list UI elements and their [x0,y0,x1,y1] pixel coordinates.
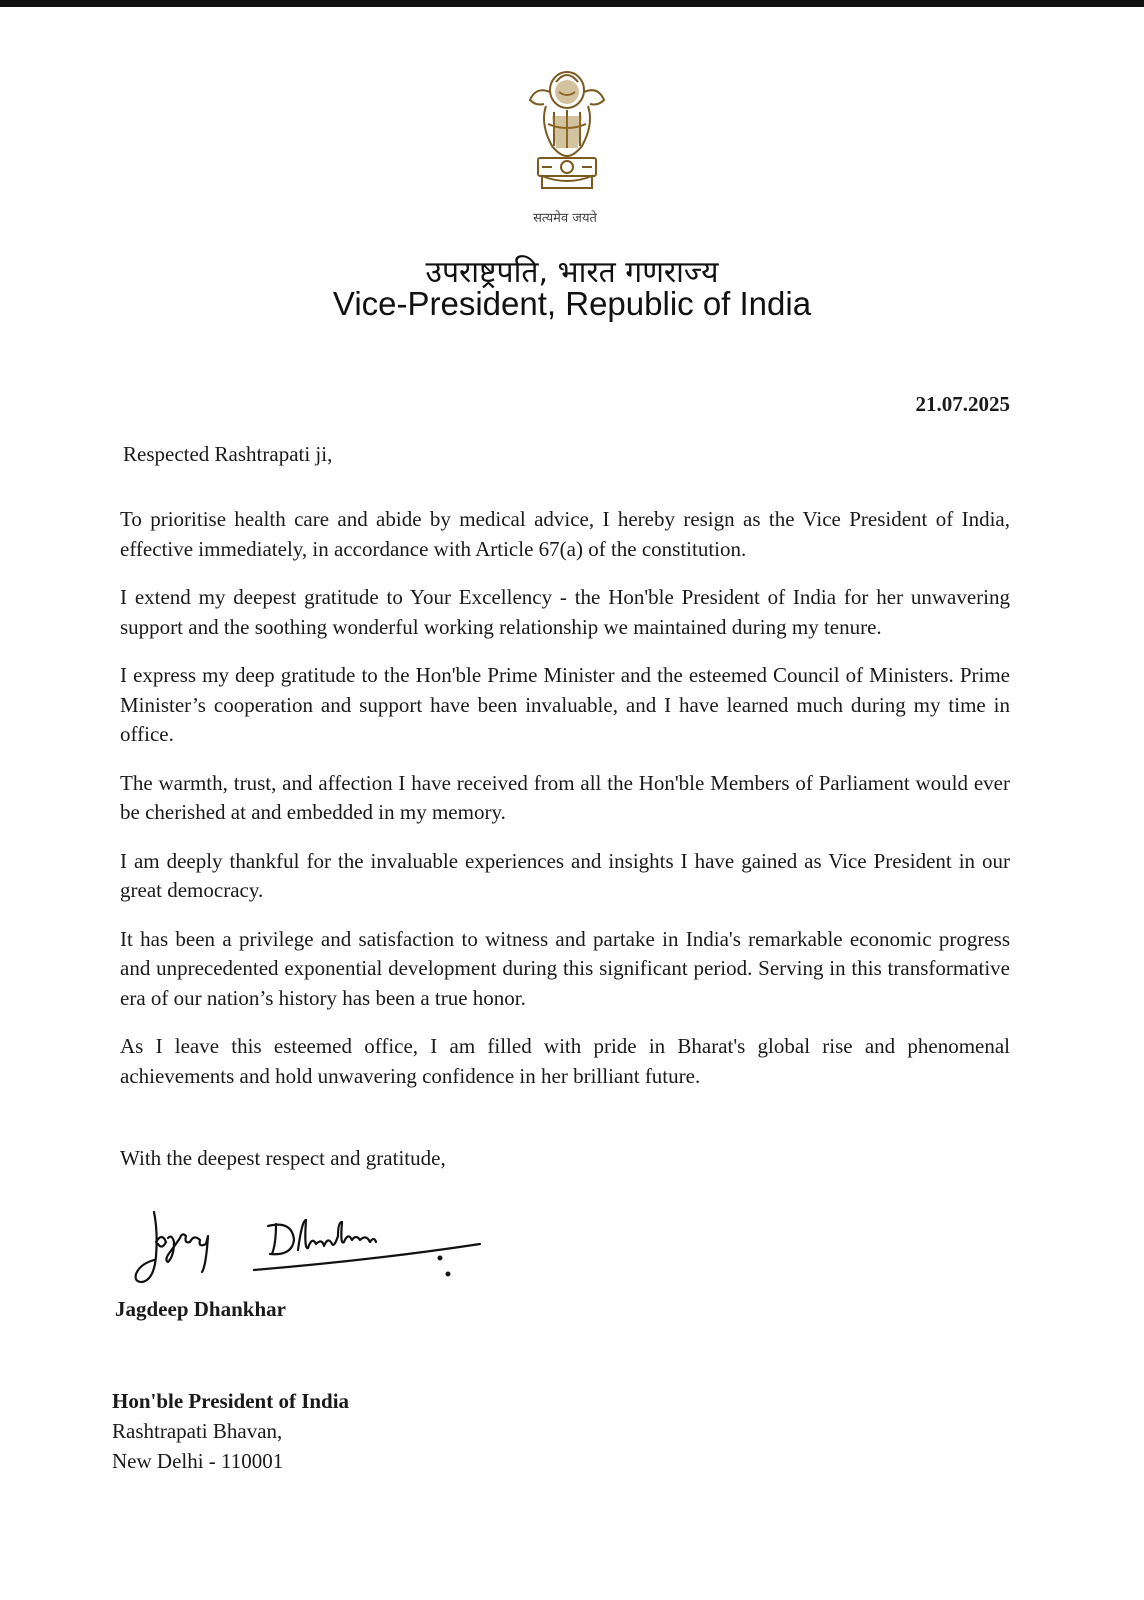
paragraph: I am deeply thankful for the invaluable experiences and insights I have gained as Vice President in our great democracy. [120,848,1010,902]
signer-name: Jagdeep Dhankhar [115,1297,286,1321]
paragraph: It has been a privilege and satisfaction to witness and partake in India's remarkable economic progress and unprecedented exponential development during this significant period. Serving in this transformative era of our nation’s history has been a true honor. [120,926,1010,1010]
letterhead-title-hindi: उपराष्ट्रपति, भारत गणराज्य [425,255,719,290]
recipient-title: Hon'ble President of India [112,1389,350,1413]
top-border [0,0,1144,7]
emblem-motto: सत्यमेव जयते [533,211,597,226]
paragraph: I express my deep gratitude to the Hon'ble Prime Minister and the esteemed Council of Ministers. Prime Minister’s cooperation and support have been invaluable, and I have learned much during my time in office. [120,663,1010,746]
recipient-address [112,1386,349,1476]
recipient-line-1: Rashtrapati Bhavan, [112,1419,283,1443]
closing-line: With the deepest respect and gratitude, [120,1146,446,1170]
letter-date: 21.07.2025 [915,392,1010,416]
recipient-line-2: New Delhi - 110001 [112,1449,284,1473]
paragraph: To prioritise health care and abide by medical advice, I hereby resign as the Vice President of India, effective immediately, in accordance with Article 67(a) of the constitution. [120,507,1010,561]
salutation: Respected Rashtrapati ji, [123,442,333,466]
letterhead-title-english: Vice-President, Republic of India [332,285,812,322]
paragraph: As I leave this esteemed office, I am filled with pride in Bharat's global rise and phenomenal achievements and hold unwavering confidence in her brilliant future. [120,1034,1010,1088]
paragraph: The warmth, trust, and affection I have received from all the Hon'ble Members of Parliament would ever be cherished at and embedded in my memory. [120,770,1010,824]
handwritten-signature [128,1204,488,1296]
letter-body [120,505,1010,1110]
paragraph: I extend my deepest gratitude to Your Excellency - the Hon'ble President of India for her unwavering support and the soothing wonderful working relationship we maintained during my tenure. [120,585,1010,639]
